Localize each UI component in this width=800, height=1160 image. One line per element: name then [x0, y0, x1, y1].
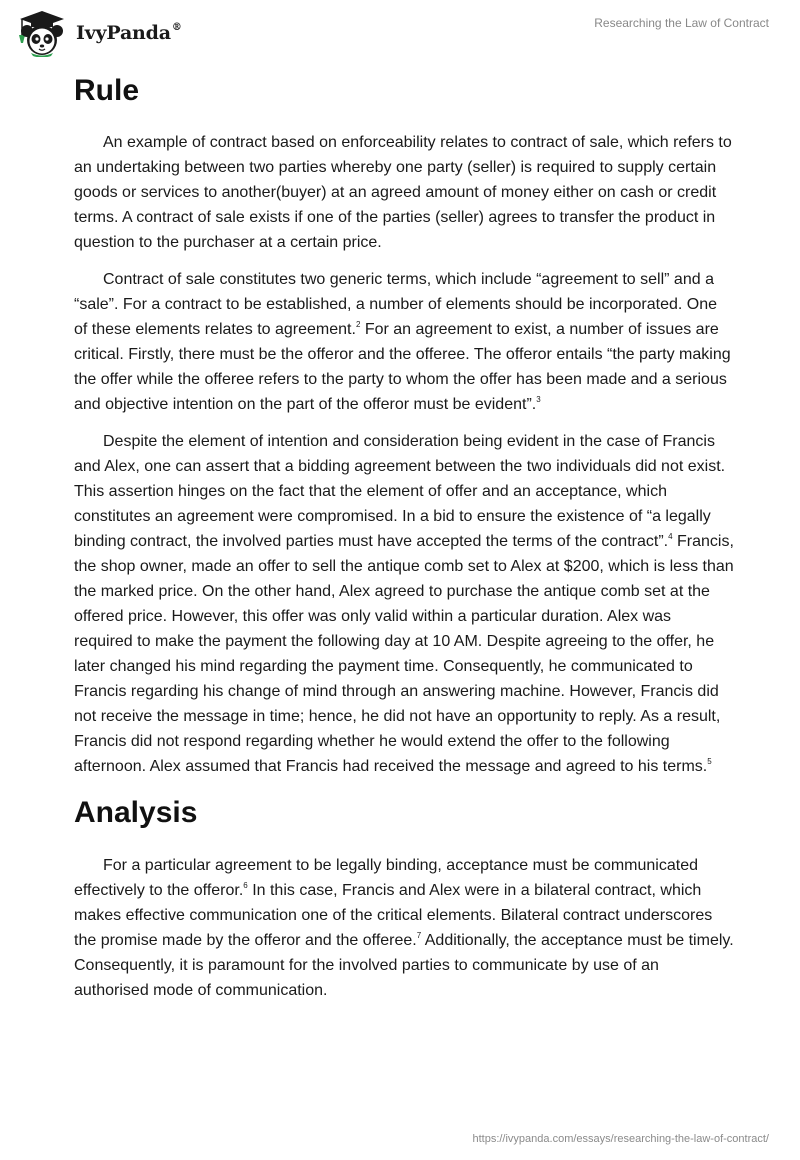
footnote-ref[interactable]: 3	[536, 395, 541, 404]
page-header	[0, 0, 800, 64]
paragraph-text: Additionally, the acceptance must be timely. Consequently, it is paramount for the involved parties to communicate by use of an authorised mode of communication.	[74, 932, 734, 999]
registered-mark: ®	[171, 22, 182, 33]
ivypanda-logo[interactable]	[14, 9, 182, 57]
paragraph-text: In this case, Francis and Alex were in a bilateral contract, which makes effective communication one of the critical elements. Bilateral contract underscores the promise made by the offeror and the offeree.	[74, 882, 713, 949]
section-heading-rule: Rule	[74, 74, 140, 107]
paragraph-text: For a particular agreement to be legally binding, acceptance must be communicated effectively to the offeror.	[74, 857, 698, 899]
footnote-ref[interactable]: 6	[243, 881, 248, 890]
paragraph-text: Francis, the shop owner, made an offer to sell the antique comb set to Alex at $200, which is less than the marked price. On the other hand, Alex agreed to purchase the antique comb set at the offered price. However, this offer was only valid within a particular duration. Alex was required to make the payment the following day at 10 AM. Despite agreeing to the offer, he later changed his mind regarding the payment time. Consequently, he communicated to Francis regarding his change of mind through an answering machine. However, Francis did not receive the message in time; hence, he did not have an opportunity to reply. As a result, Francis did not respond regarding whether he would extend the offer to the following afternoon. Alex assumed that Francis had received the message and agreed to his terms.	[74, 533, 734, 775]
brand-name	[76, 22, 182, 44]
paragraph-text: An example of contract based on enforceability relates to contract of sale, which refers to an undertaking between two parties whereby one party (seller) is required to supply certain goods or services to another(buyer) at an agreed amount of money either on cash or credit terms. A contract of sale exists if one of the parties (seller) agrees to transfer the product in question to the purchaser at a certain price.	[74, 134, 732, 251]
footnote-ref[interactable]: 2	[355, 320, 361, 329]
paragraph	[74, 130, 734, 255]
paragraph-text: Despite the element of intention and consideration being evident in the case of Francis and Alex, one can assert that a bidding agreement between the two individuals did not exist. This assertion hinges on the fact that the element of offer and an acceptance, which constitutes an agreement were compromised. In a bid to ensure the existence of “a legally binding contract, the involved parties must have accepted the terms of the contract”.	[74, 433, 726, 550]
footnote-ref[interactable]: 5	[707, 757, 712, 766]
panda-graduate-icon	[14, 9, 70, 57]
paragraph-text: For an agreement to exist, a number of issues are critical. Firstly, there must be the offeror and the offeree. The offeror entails “the party making the offer while the offeree refers to the party to whom the offer has been made and a serious and objective intention on the part of the offeror must be evident”.	[74, 321, 731, 413]
paragraph	[74, 267, 734, 417]
section-heading-analysis: Analysis	[74, 796, 198, 829]
paragraph	[74, 853, 734, 1003]
source-url[interactable]: https://ivypanda.com/essays/researching-the-law-of-contract/	[472, 1133, 769, 1145]
brand-text: IvyPanda	[76, 22, 171, 44]
article-body	[74, 72, 734, 1015]
footnote-ref[interactable]: 4	[668, 532, 673, 541]
document-title: Researching the Law of Contract	[594, 16, 769, 30]
paragraph-text: Contract of sale constitutes two generic terms, which include “agreement to sell” and a “sale”. For a contract to be established, a number of elements should be incorporated. One of these elements relates to agreement.	[74, 271, 718, 338]
footnote-ref[interactable]: 7	[416, 931, 422, 940]
paragraph	[74, 429, 734, 779]
